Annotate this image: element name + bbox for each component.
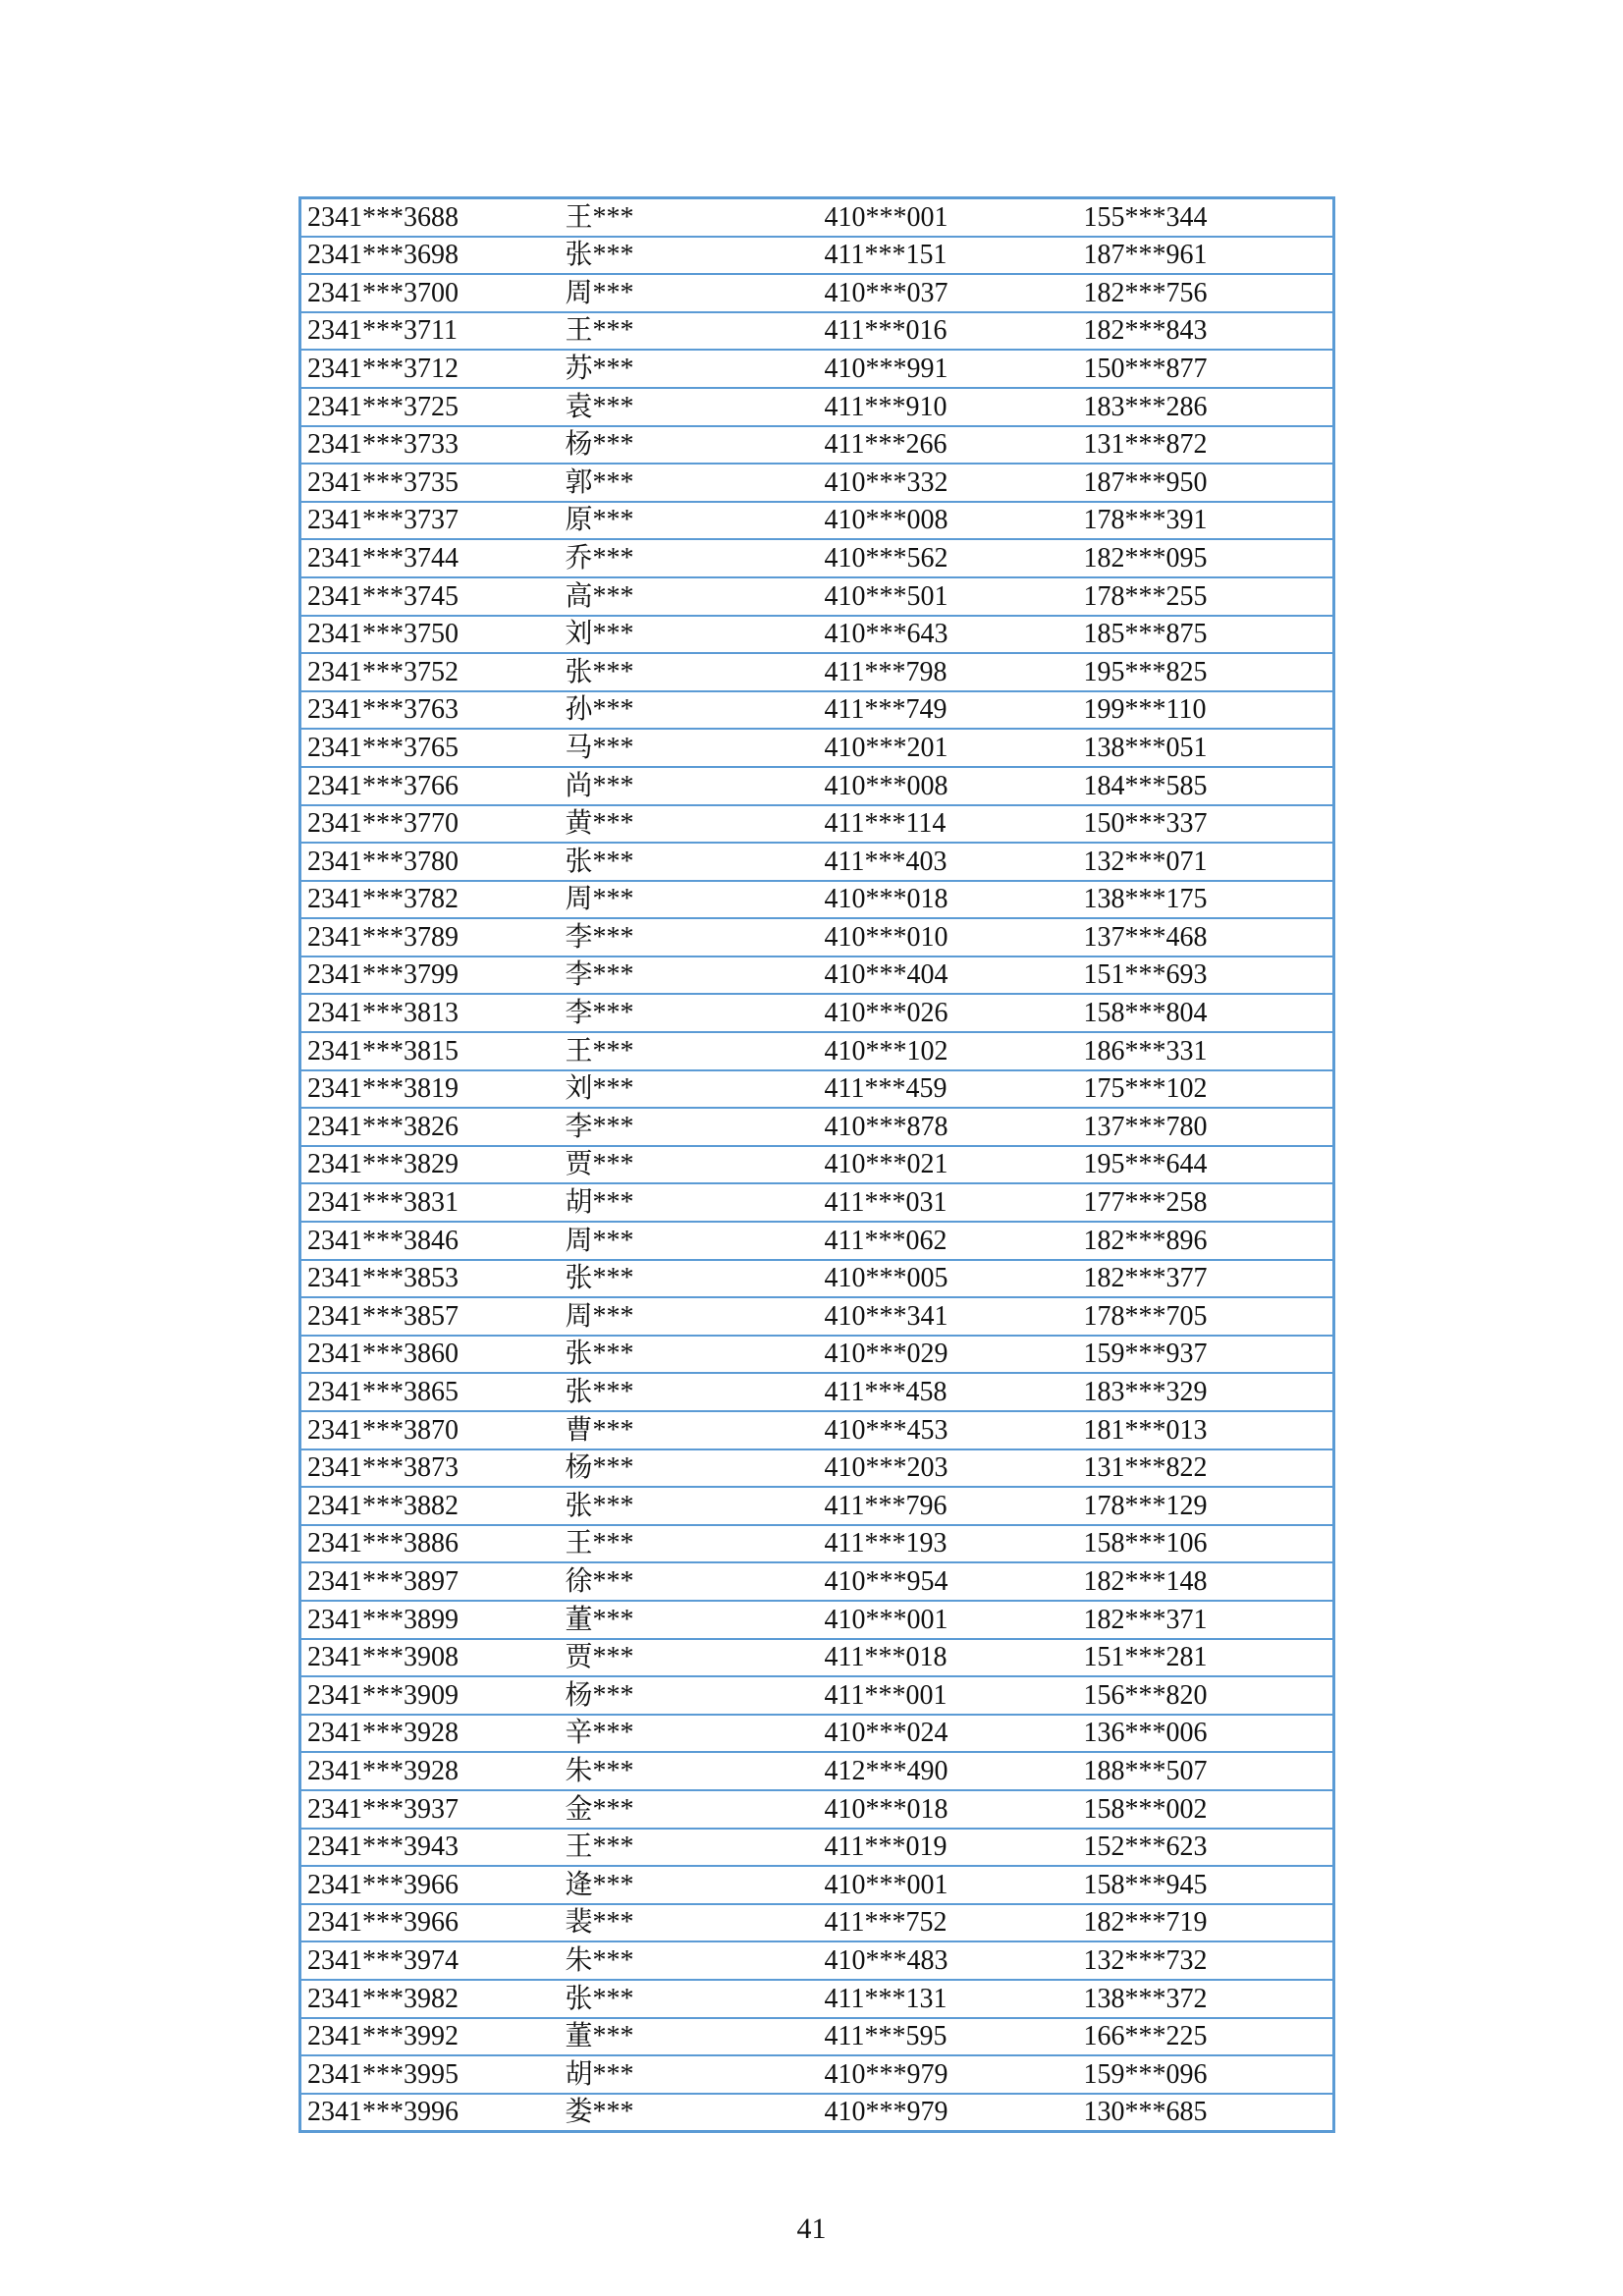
id-number-cell: 411***193 — [819, 1525, 1078, 1563]
phone-cell: 182***756 — [1078, 274, 1334, 312]
name-cell: 张*** — [560, 237, 819, 275]
phone-cell: 155***344 — [1078, 198, 1334, 237]
phone-cell: 199***110 — [1078, 691, 1334, 730]
phone-cell: 131***872 — [1078, 426, 1334, 465]
id-number-cell: 410***878 — [819, 1108, 1078, 1146]
table-row — [300, 1941, 1334, 1980]
table-row — [300, 1032, 1334, 1070]
phone-cell: 138***175 — [1078, 881, 1334, 919]
id-number-cell: 410***018 — [819, 1790, 1078, 1829]
id-cell: 2341***3712 — [300, 350, 560, 388]
table-row — [300, 502, 1334, 540]
id-number-cell: 410***008 — [819, 502, 1078, 540]
table-row — [300, 1297, 1334, 1336]
name-cell: 王*** — [560, 312, 819, 351]
phone-cell: 186***331 — [1078, 1032, 1334, 1070]
table-row — [300, 1904, 1334, 1942]
name-cell: 朱*** — [560, 1941, 819, 1980]
id-number-cell: 412***490 — [819, 1752, 1078, 1790]
table-row — [300, 1790, 1334, 1829]
id-number-cell: 410***018 — [819, 881, 1078, 919]
id-number-cell: 410***954 — [819, 1562, 1078, 1601]
name-cell: 原*** — [560, 502, 819, 540]
name-cell: 李*** — [560, 918, 819, 957]
table-row — [300, 426, 1334, 465]
id-cell: 2341***3937 — [300, 1790, 560, 1829]
phone-cell: 187***961 — [1078, 237, 1334, 275]
phone-cell: 183***286 — [1078, 388, 1334, 426]
name-cell: 苏*** — [560, 350, 819, 388]
table-row — [300, 1715, 1334, 1753]
phone-cell: 188***507 — [1078, 1752, 1334, 1790]
id-number-cell: 411***031 — [819, 1183, 1078, 1222]
phone-cell: 158***106 — [1078, 1525, 1334, 1563]
phone-cell: 156***820 — [1078, 1676, 1334, 1715]
id-cell: 2341***3909 — [300, 1676, 560, 1715]
id-cell: 2341***3711 — [300, 312, 560, 351]
name-cell: 李*** — [560, 1108, 819, 1146]
table-row — [300, 2094, 1334, 2132]
id-cell: 2341***3698 — [300, 237, 560, 275]
id-cell: 2341***3700 — [300, 274, 560, 312]
phone-cell: 137***468 — [1078, 918, 1334, 957]
id-cell: 2341***3780 — [300, 843, 560, 881]
table-row — [300, 2018, 1334, 2056]
id-cell: 2341***3744 — [300, 539, 560, 577]
name-cell: 王*** — [560, 1525, 819, 1563]
table-row — [300, 843, 1334, 881]
phone-cell: 166***225 — [1078, 2018, 1334, 2056]
name-cell: 张*** — [560, 1260, 819, 1298]
id-cell: 2341***3763 — [300, 691, 560, 730]
table-row — [300, 1487, 1334, 1525]
table-row — [300, 1183, 1334, 1222]
name-cell: 高*** — [560, 577, 819, 616]
id-cell: 2341***3813 — [300, 994, 560, 1032]
id-cell: 2341***3815 — [300, 1032, 560, 1070]
name-cell: 朱*** — [560, 1752, 819, 1790]
id-number-cell: 410***643 — [819, 616, 1078, 654]
name-cell: 李*** — [560, 957, 819, 995]
id-number-cell: 410***024 — [819, 1715, 1078, 1753]
phone-cell: 159***096 — [1078, 2055, 1334, 2094]
id-number-cell: 411***796 — [819, 1487, 1078, 1525]
id-cell: 2341***3766 — [300, 767, 560, 805]
id-cell: 2341***3974 — [300, 1941, 560, 1980]
id-number-cell: 411***018 — [819, 1639, 1078, 1677]
id-cell: 2341***3735 — [300, 464, 560, 502]
id-cell: 2341***3966 — [300, 1904, 560, 1942]
name-cell: 曹*** — [560, 1411, 819, 1449]
phone-cell: 151***281 — [1078, 1639, 1334, 1677]
id-number-cell: 411***016 — [819, 312, 1078, 351]
phone-cell: 158***002 — [1078, 1790, 1334, 1829]
phone-cell: 136***006 — [1078, 1715, 1334, 1753]
table-row — [300, 1411, 1334, 1449]
id-number-cell: 410***001 — [819, 1601, 1078, 1639]
table-row — [300, 539, 1334, 577]
phone-cell: 182***843 — [1078, 312, 1334, 351]
phone-cell: 150***337 — [1078, 805, 1334, 844]
id-number-cell: 410***562 — [819, 539, 1078, 577]
phone-cell: 182***371 — [1078, 1601, 1334, 1639]
id-cell: 2341***3752 — [300, 653, 560, 691]
id-number-cell: 411***459 — [819, 1070, 1078, 1109]
name-cell: 郭*** — [560, 464, 819, 502]
id-cell: 2341***3826 — [300, 1108, 560, 1146]
table-row — [300, 577, 1334, 616]
phone-cell: 182***377 — [1078, 1260, 1334, 1298]
id-cell: 2341***3886 — [300, 1525, 560, 1563]
table-row — [300, 1562, 1334, 1601]
id-cell: 2341***3737 — [300, 502, 560, 540]
table-row — [300, 1260, 1334, 1298]
name-cell: 贾*** — [560, 1639, 819, 1677]
id-number-cell: 410***001 — [819, 1866, 1078, 1904]
id-number-cell: 410***332 — [819, 464, 1078, 502]
phone-cell: 130***685 — [1083, 2097, 1208, 2128]
id-cell: 2341***3966 — [300, 1866, 560, 1904]
table-row — [300, 1070, 1334, 1109]
name-cell: 董*** — [560, 1601, 819, 1639]
name-cell: 娄*** — [565, 2097, 634, 2128]
table-row — [300, 653, 1334, 691]
table-row — [300, 1336, 1334, 1374]
name-cell: 刘*** — [560, 1070, 819, 1109]
name-cell: 金*** — [560, 1790, 819, 1829]
id-number-cell: 411***062 — [819, 1222, 1078, 1260]
id-number-cell: 410***021 — [819, 1146, 1078, 1184]
id-cell: 2341***3982 — [300, 1980, 560, 2018]
id-number-cell: 410***453 — [819, 1411, 1078, 1449]
table-row — [300, 1829, 1334, 1867]
id-number-cell: 411***910 — [819, 388, 1078, 426]
name-cell: 黄*** — [560, 805, 819, 844]
name-cell: 乔*** — [560, 539, 819, 577]
id-cell: 2341***3928 — [300, 1752, 560, 1790]
table-row — [300, 729, 1334, 767]
name-cell: 王*** — [560, 1829, 819, 1867]
id-number-cell: 410***026 — [819, 994, 1078, 1032]
name-cell: 周*** — [560, 274, 819, 312]
name-cell: 张*** — [560, 653, 819, 691]
name-cell: 王*** — [560, 1032, 819, 1070]
id-cell: 2341***3688 — [300, 198, 560, 237]
name-cell: 杨*** — [560, 1676, 819, 1715]
id-cell: 2341***3882 — [300, 1487, 560, 1525]
table-row — [300, 1639, 1334, 1677]
table-row — [300, 1752, 1334, 1790]
id-number-cell: 410***005 — [819, 1260, 1078, 1298]
table-row — [300, 957, 1334, 995]
id-number-cell: 410***203 — [819, 1449, 1078, 1488]
name-cell: 胡*** — [560, 1183, 819, 1222]
id-cell: 2341***3870 — [300, 1411, 560, 1449]
id-cell: 2341***3908 — [300, 1639, 560, 1677]
name-cell: 袁*** — [560, 388, 819, 426]
id-cell: 2341***3992 — [300, 2018, 560, 2056]
id-cell: 2341***3750 — [300, 616, 560, 654]
name-cell: 辛*** — [560, 1715, 819, 1753]
id-cell: 2341***3857 — [300, 1297, 560, 1336]
name-cell: 张*** — [560, 843, 819, 881]
table-row — [300, 616, 1334, 654]
name-cell: 裴*** — [560, 1904, 819, 1942]
id-number-cell: 410***341 — [819, 1297, 1078, 1336]
id-cell: 2341***3897 — [300, 1562, 560, 1601]
table-row — [300, 1373, 1334, 1411]
phone-cell: 131***822 — [1078, 1449, 1334, 1488]
table-row — [300, 1525, 1334, 1563]
phone-cell: 138***051 — [1078, 729, 1334, 767]
id-cell: 2341***3733 — [300, 426, 560, 465]
name-cell: 徐*** — [560, 1562, 819, 1601]
id-cell: 2341***3899 — [300, 1601, 560, 1639]
id-cell: 2341***3853 — [300, 1260, 560, 1298]
table-row — [300, 881, 1334, 919]
table-row — [300, 237, 1334, 275]
id-number-cell: 410***102 — [819, 1032, 1078, 1070]
phone-cell: 158***804 — [1078, 994, 1334, 1032]
name-cell: 逄*** — [560, 1866, 819, 1904]
table-row — [300, 1980, 1334, 2018]
phone-cell: 182***095 — [1078, 539, 1334, 577]
id-number-cell: 410***991 — [819, 350, 1078, 388]
id-cell: 2341***3782 — [300, 881, 560, 919]
phone-cell: 137***780 — [1078, 1108, 1334, 1146]
id-cell: 2341***3943 — [300, 1829, 560, 1867]
name-cell: 贾*** — [560, 1146, 819, 1184]
id-number-cell: 411***403 — [819, 843, 1078, 881]
phone-cell: 178***255 — [1078, 577, 1334, 616]
table-row — [300, 1146, 1334, 1184]
phone-cell: 195***644 — [1078, 1146, 1334, 1184]
id-number-cell: 411***595 — [819, 2018, 1078, 2056]
phone-cell: 182***148 — [1078, 1562, 1334, 1601]
phone-cell: 178***129 — [1078, 1487, 1334, 1525]
phone-cell: 187***950 — [1078, 464, 1334, 502]
table-row — [300, 1676, 1334, 1715]
table-row — [300, 388, 1334, 426]
table-row — [300, 918, 1334, 957]
id-cell: 2341***3928 — [300, 1715, 560, 1753]
name-cell: 李*** — [560, 994, 819, 1032]
id-cell: 2341***3725 — [300, 388, 560, 426]
table-row — [300, 2055, 1334, 2094]
id-number-cell: 411***114 — [819, 805, 1078, 844]
id-cell: 2341***3829 — [300, 1146, 560, 1184]
name-cell: 胡*** — [560, 2055, 819, 2094]
id-number-cell: 410***001 — [819, 198, 1078, 237]
table-row — [300, 1601, 1334, 1639]
id-number-cell: 411***019 — [819, 1829, 1078, 1867]
id-number-cell: 410***979 — [824, 2097, 948, 2128]
data-table — [298, 196, 1335, 2133]
id-cell: 2341***3789 — [300, 918, 560, 957]
phone-cell: 177***258 — [1078, 1183, 1334, 1222]
phone-cell: 150***877 — [1078, 350, 1334, 388]
page-number: 41 — [796, 2213, 827, 2245]
id-number-cell: 411***131 — [819, 1980, 1078, 2018]
name-cell: 张*** — [560, 1336, 819, 1374]
id-cell: 2341***3745 — [300, 577, 560, 616]
phone-cell: 132***071 — [1078, 843, 1334, 881]
id-number-cell: 410***010 — [819, 918, 1078, 957]
phone-cell: 152***623 — [1078, 1829, 1334, 1867]
name-cell: 杨*** — [560, 426, 819, 465]
id-cell: 2341***3995 — [300, 2055, 560, 2094]
phone-cell: 184***585 — [1078, 767, 1334, 805]
table-row — [300, 1108, 1334, 1146]
id-cell: 2341***3865 — [300, 1373, 560, 1411]
id-number-cell: 410***037 — [819, 274, 1078, 312]
name-cell: 马*** — [560, 729, 819, 767]
name-cell: 周*** — [560, 1297, 819, 1336]
name-cell: 王*** — [560, 198, 819, 237]
id-number-cell: 410***501 — [819, 577, 1078, 616]
id-number-cell: 410***483 — [819, 1941, 1078, 1980]
id-number-cell: 410***029 — [819, 1336, 1078, 1374]
phone-cell: 183***329 — [1078, 1373, 1334, 1411]
id-cell: 2341***3819 — [300, 1070, 560, 1109]
name-cell: 尚*** — [560, 767, 819, 805]
table-row — [300, 312, 1334, 351]
id-number-cell: 411***752 — [819, 1904, 1078, 1942]
id-cell: 2341***3996 — [307, 2097, 459, 2128]
phone-cell: 138***372 — [1078, 1980, 1334, 2018]
id-number-cell: 411***798 — [819, 653, 1078, 691]
id-number-cell: 410***008 — [819, 767, 1078, 805]
id-number-cell: 411***001 — [819, 1676, 1078, 1715]
table-row — [300, 994, 1334, 1032]
name-cell: 张*** — [560, 1487, 819, 1525]
name-cell: 周*** — [560, 881, 819, 919]
phone-cell: 185***875 — [1078, 616, 1334, 654]
id-number-cell: 410***404 — [819, 957, 1078, 995]
id-number-cell: 411***266 — [819, 426, 1078, 465]
phone-cell: 175***102 — [1078, 1070, 1334, 1109]
phone-cell: 159***937 — [1078, 1336, 1334, 1374]
name-cell: 周*** — [560, 1222, 819, 1260]
table-row — [300, 1449, 1334, 1488]
id-cell: 2341***3846 — [300, 1222, 560, 1260]
name-cell: 刘*** — [560, 616, 819, 654]
phone-cell: 195***825 — [1078, 653, 1334, 691]
id-number-cell: 411***151 — [819, 237, 1078, 275]
phone-cell: 151***693 — [1078, 957, 1334, 995]
name-cell: 杨*** — [560, 1449, 819, 1488]
id-number-cell: 411***749 — [819, 691, 1078, 730]
table-row — [300, 767, 1334, 805]
phone-cell: 182***896 — [1078, 1222, 1334, 1260]
name-cell: 张*** — [560, 1373, 819, 1411]
table-row — [300, 350, 1334, 388]
table-row — [300, 691, 1334, 730]
phone-cell: 181***013 — [1078, 1411, 1334, 1449]
name-cell: 董*** — [560, 2018, 819, 2056]
phone-cell: 132***732 — [1078, 1941, 1334, 1980]
table-row — [300, 274, 1334, 312]
table-row — [300, 805, 1334, 844]
phone-cell: 178***391 — [1078, 502, 1334, 540]
table-row — [300, 464, 1334, 502]
id-cell: 2341***3770 — [300, 805, 560, 844]
id-cell: 2341***3831 — [300, 1183, 560, 1222]
id-number-cell: 410***979 — [819, 2055, 1078, 2094]
table-row — [300, 198, 1334, 237]
id-cell: 2341***3765 — [300, 729, 560, 767]
name-cell: 张*** — [560, 1980, 819, 2018]
id-cell: 2341***3873 — [300, 1449, 560, 1488]
id-number-cell: 410***201 — [819, 729, 1078, 767]
id-number-cell: 411***458 — [819, 1373, 1078, 1411]
phone-cell: 182***719 — [1078, 1904, 1334, 1942]
table-row — [300, 1222, 1334, 1260]
id-cell: 2341***3860 — [300, 1336, 560, 1374]
phone-cell: 178***705 — [1078, 1297, 1334, 1336]
name-cell: 孙*** — [560, 691, 819, 730]
table-row — [300, 1866, 1334, 1904]
id-cell: 2341***3799 — [300, 957, 560, 995]
table-body — [300, 198, 1334, 2132]
phone-cell: 158***945 — [1078, 1866, 1334, 1904]
